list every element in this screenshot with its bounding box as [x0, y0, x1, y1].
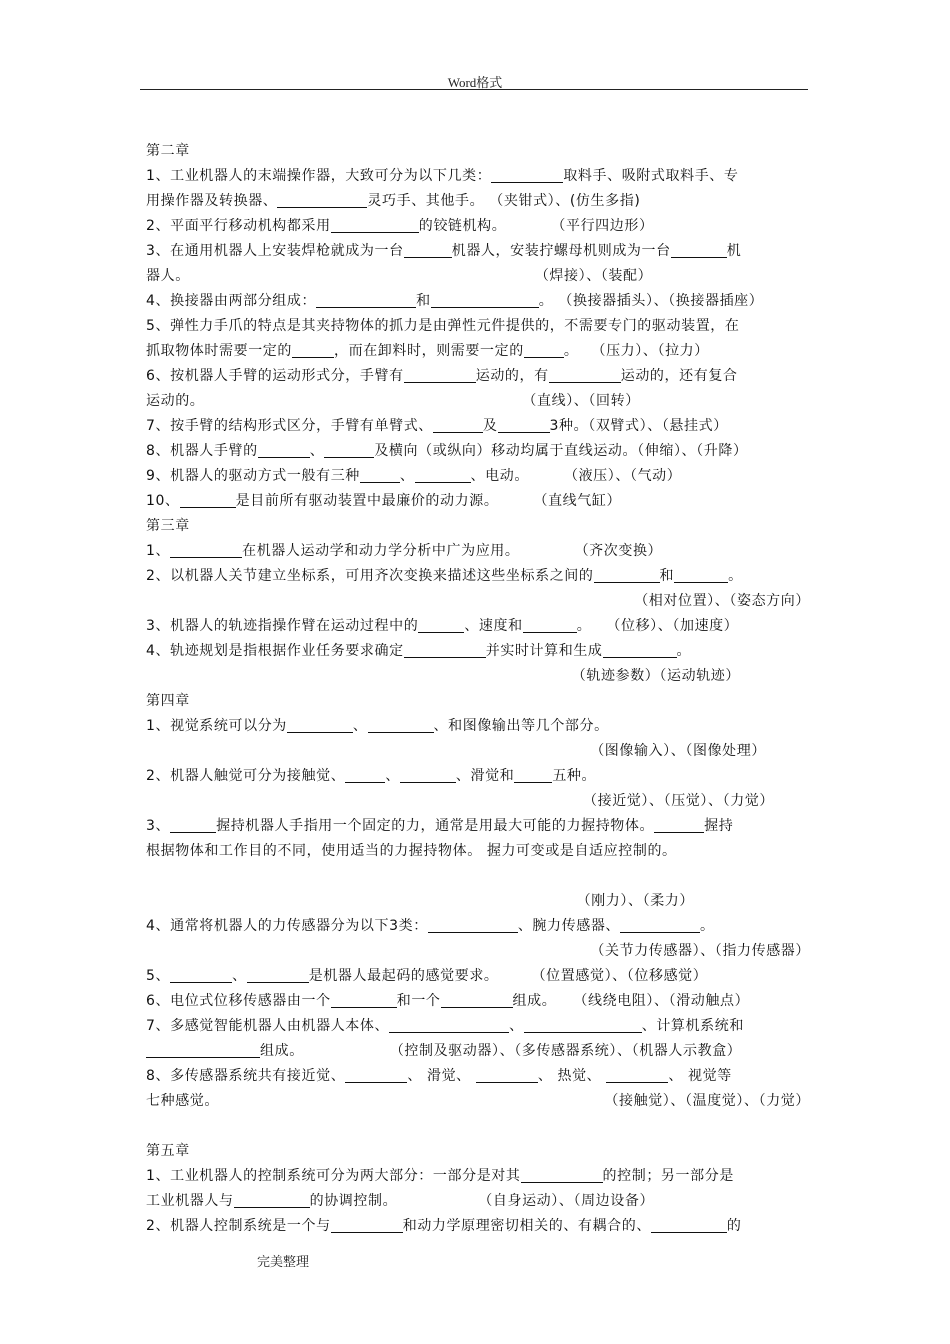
document-body	[146, 139, 810, 1239]
answer-key: （线绕电阻）、（滑动触点）	[573, 993, 750, 1009]
answer-blank	[287, 718, 353, 733]
answer-key: （控制及驱动器）、（多传感器系统）、（机器人示教盒）	[389, 1043, 742, 1059]
answer-blank	[654, 818, 704, 833]
answer-blank	[415, 468, 471, 483]
ch4-q8-line2: 七种感觉。 （接触觉）、（温度觉）、（力觉）	[146, 1089, 810, 1114]
ch4-q5: 5、 、 是机器人最起码的感觉要求。 （位置感觉）、（位移感觉）	[146, 968, 708, 984]
ch4-q2-line1: 2、机器人触觉可分为接触觉、 、 、滑觉和 五种。	[146, 768, 597, 784]
chapter-2-title: 第二章	[146, 143, 190, 159]
answer-key: （平行四边形）	[551, 218, 654, 234]
ch3-q4-line1: 4、轨迹规划是指根据作业任务要求确定 并实时计算和生成 。	[146, 643, 692, 659]
answer-blank	[549, 368, 621, 383]
answer-key: （刚力）、（柔力）	[576, 893, 694, 909]
answer-blank	[674, 568, 728, 583]
answer-blank	[170, 543, 242, 558]
answer-key: （双臂式）、（悬挂式）	[588, 418, 728, 434]
footer-text: 完美整理	[257, 1255, 310, 1270]
answer-blank	[404, 368, 476, 383]
ch2-q1-line2: 用操作器及转换器、 灵巧手、其他手。 （夹钳式）、(仿生多指)	[146, 193, 641, 209]
answer-key: （图像输入）、（图像处理）	[590, 743, 766, 759]
answer-key: （轨迹参数）（运动轨迹）	[571, 668, 740, 684]
ch5-q1-line2: 工业机器人与 的协调控制。 （自身运动）、（周边设备）	[146, 1193, 655, 1209]
chapter-3-title: 第三章	[146, 518, 190, 534]
answer-key: （位置感觉）、（位移感觉）	[531, 968, 708, 984]
answer-blank	[476, 1068, 538, 1083]
ch2-q9: 9、机器人的驱动方式一般有三种 、 、电动。 （液压）、（气动）	[146, 468, 682, 484]
answer-blank	[316, 293, 416, 308]
ch2-q7: 7、按手臂的结构形式区分，手臂有单臂式、 及 3种。（双臂式）、（悬挂式）	[146, 418, 728, 434]
answer-blank	[360, 468, 400, 483]
answer-key: （伸缩）、（升降）	[637, 443, 748, 459]
answer-blank	[418, 618, 464, 633]
ch2-q2: 2、平面平行移动机构都采用 的铰链机构。 （平行四边形）	[146, 218, 654, 234]
answer-key: （接触觉）、（温度觉）、（力觉）	[604, 1093, 810, 1109]
ch5-q1-line1: 1、工业机器人的控制系统可分为两大部分：一部分是对其 的控制；另一部分是	[146, 1168, 734, 1184]
answer-blank	[521, 1168, 603, 1183]
answer-blank	[292, 343, 334, 358]
answer-blank	[651, 1218, 727, 1233]
answer-blank	[620, 918, 700, 933]
answer-blank	[428, 918, 518, 933]
answer-blank	[606, 1068, 668, 1083]
answer-blank	[324, 443, 374, 458]
ch2-q5-line2: 抓取物体时需要一定的 ，而在卸料时，则需要一定的 。 （压力）、（拉力）	[146, 343, 709, 359]
answer-blank	[524, 343, 564, 358]
answer-key: （液压）、（气动）	[563, 468, 682, 484]
answer-blank	[404, 243, 452, 258]
answer-key: （压力）、（拉力）	[591, 343, 709, 359]
ch2-q5-line1: 5、弹性力手爪的特点是其夹持物体的抓力是由弹性元件提供的，不需要专门的驱动装置，在	[146, 318, 740, 334]
answer-key: （焊接）、（装配）	[534, 268, 653, 284]
answer-blank	[345, 1068, 407, 1083]
answer-key: （接近觉）、（压觉）、（力觉）	[583, 793, 774, 809]
ch5-q2: 2、机器人控制系统是一个与 和动力学原理密切相关的、有耦合的、 的	[146, 1218, 742, 1234]
answer-blank	[389, 1018, 509, 1033]
answer-blank	[170, 968, 232, 983]
answer-blank	[671, 243, 727, 258]
ch2-q10: 10、 是目前所有驱动装置中最廉价的动力源。 （直线气缸）	[146, 493, 622, 509]
answer-blank	[170, 818, 216, 833]
ch3-q2-line2	[146, 589, 810, 614]
ch4-q1-line2	[146, 739, 810, 764]
answer-blank	[404, 643, 486, 658]
ch4-q3-line1: 3、 握持机器人手指用一个固定的力，通常是用最大可能的力握持物体。 握持	[146, 818, 734, 834]
answer-blank	[594, 568, 660, 583]
ch2-q4: 4、换接器由两部分组成： 和 。 （换接器插头）、（换接器插座）	[146, 293, 764, 309]
answer-blank	[277, 193, 367, 208]
answer-key: （自身运动）、（周边设备）	[478, 1193, 655, 1209]
answer-blank	[368, 718, 434, 733]
header-title: Word格式	[447, 75, 503, 90]
answer-blank	[523, 618, 577, 633]
ch4-q3-answer	[146, 889, 810, 914]
ch4-q4-line1: 4、通常将机器人的力传感器分为以下3类： 、腕力传感器、 。	[146, 918, 715, 934]
answer-blank	[498, 418, 550, 433]
answer-blank	[247, 968, 309, 983]
ch2-q6-line1: 6、按机器人手臂的运动形式分，手臂有 运动的，有 运动的，还有复合	[146, 368, 738, 384]
answer-key: （相对位置）、（姿态方向）	[634, 593, 810, 609]
ch4-q7-line1: 7、多感觉智能机器人由机器人本体、 、 、计算机系统和	[146, 1018, 744, 1034]
answer-blank	[514, 768, 552, 783]
answer-blank	[331, 993, 397, 1008]
ch2-q6-line2: 运动的。 （直线）、（回转）	[146, 393, 640, 409]
ch4-q8-line1: 8、多传感器系统共有接近觉、 、 滑觉、 、 热觉、 、 视觉等	[146, 1068, 732, 1084]
ch2-q8: 8、机器人手臂的 、 及横向（或纵向）移动均属于直线运动。（伸缩）、（升降）	[146, 443, 748, 459]
answer-key: （位移）、（加速度）	[606, 618, 739, 634]
chapter-5-title: 第五章	[146, 1143, 190, 1159]
answer-blank	[400, 768, 456, 783]
answer-blank	[146, 1043, 260, 1058]
answer-key: （齐次变换）	[574, 543, 663, 559]
ch4-q7-line2: 组成。 （控制及驱动器）、（多传感器系统）、（机器人示教盒）	[146, 1039, 810, 1064]
ch3-q1: 1、 在机器人运动学和动力学分析中广为应用。 （齐次变换）	[146, 543, 663, 559]
answer-blank	[524, 1018, 642, 1033]
answer-blank	[331, 1218, 403, 1233]
answer-key: （换接器插头）、（换接器插座）	[558, 293, 764, 309]
answer-key: （关节力传感器）、（指力传感器）	[590, 943, 810, 959]
answer-blank	[258, 443, 310, 458]
ch4-q3-line2: 根据物体和工作目的不同，使用适当的力握持物体。 握力可变或是自适应控制的。	[146, 843, 677, 859]
ch3-q3: 3、机器人的轨迹指操作臂在运动过程中的 、速度和 。 （位移）、（加速度）	[146, 618, 739, 634]
header-rule	[140, 89, 808, 90]
ch2-q3-line1: 3、在通用机器人上安装焊枪就成为一台 机器人，安装拧螺母机则成为一台 机	[146, 243, 742, 259]
ch2-q1-line1: 1、工业机器人的末端操作器，大致可分为以下几类： 取料手、吸附式取料手、专	[146, 168, 739, 184]
answer-blank	[491, 168, 563, 183]
answer-blank	[180, 493, 236, 508]
ch4-q2-line2	[146, 789, 810, 814]
answer-blank	[603, 643, 677, 658]
answer-blank	[234, 1193, 310, 1208]
chapter-4-title: 第四章	[146, 693, 190, 709]
ch2-q3-line2: 器人。 （焊接）、（装配）	[146, 268, 653, 284]
answer-blank	[433, 418, 483, 433]
answer-blank	[441, 993, 513, 1008]
ch3-q2-line1: 2、以机器人关节建立坐标系，可用齐次变换来描述这些坐标系之间的 和 。	[146, 568, 743, 584]
answer-blank	[331, 218, 419, 233]
answer-key: （直线）、（回转）	[522, 393, 640, 409]
ch3-q4-line2	[146, 664, 810, 689]
ch4-q6: 6、电位式位移传感器由一个 和一个 组成。 （线绕电阻）、（滑动触点）	[146, 993, 750, 1009]
answer-blank	[431, 293, 539, 308]
ch4-q1-line1: 1、视觉系统可以分为 、 、和图像输出等几个部分。	[146, 718, 609, 734]
answer-key: （夹钳式）、(仿生多指)	[489, 193, 641, 209]
answer-blank	[345, 768, 385, 783]
ch4-q4-line2	[146, 939, 810, 964]
answer-key: （直线气缸）	[533, 493, 622, 509]
